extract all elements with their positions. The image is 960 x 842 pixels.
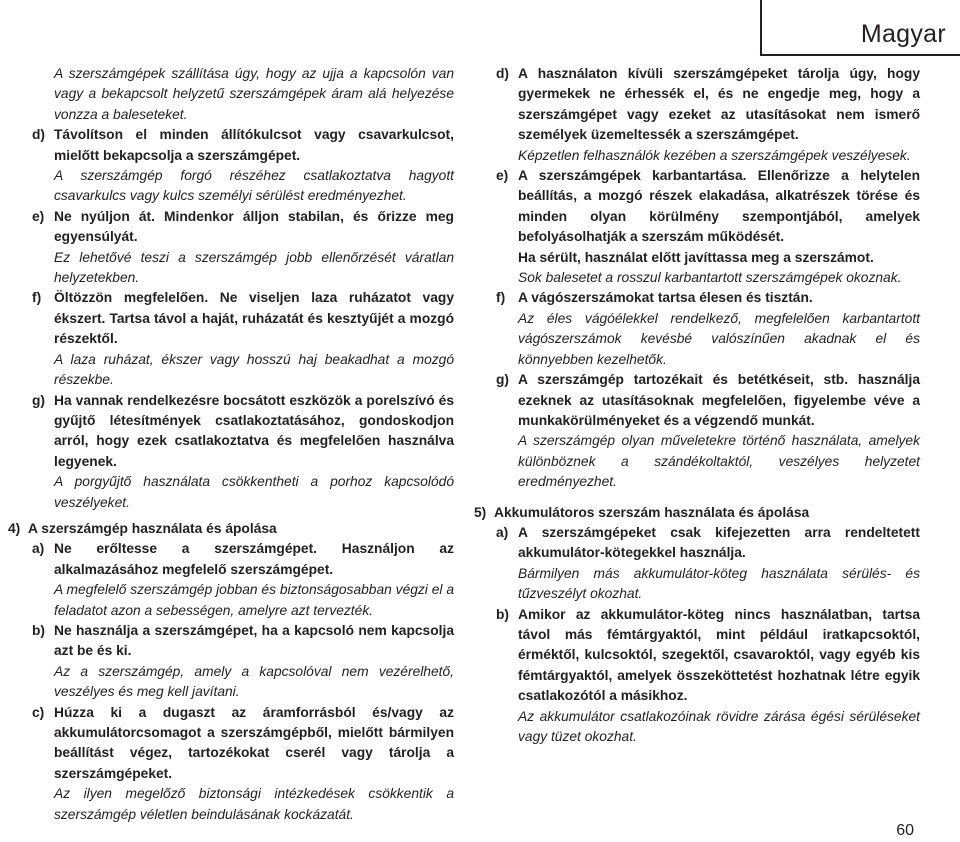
item-text: Húzza ki a dugaszt az áramforrásból és/vagy az akkumulátorcsomagot a szerszámgépből, mielőtt bármilyen beállítást végez, tartozékokat cserél vagy tárolja a szerszámgépeket. [54,704,454,781]
section-4-heading [8,519,454,539]
item-text: A szerszámgépeket csak kifejezetten arra rendeltetett akkumulátor-kötegekkel használja. [518,524,920,561]
item-label: f) [32,290,42,306]
item-text: A vágószerszámokat tartsa élesen és tisztán. [518,290,813,306]
section-title: A szerszámgép használata és ápolása [28,520,277,536]
item-note: A szerszámgép olyan műveletekre történő használata, amelyek különböznek a szándékoltaktól, veszélyes helyzetet eredményezhet. [518,433,920,490]
item-label: a) [32,541,45,557]
item-note: Az ilyen megelőző biztonsági intézkedések csökkentik a szerszámgép véletlen beindulásának kockázatát. [54,786,454,822]
item-label: f) [496,290,506,306]
item-note: Az akkumulátor csatlakozóinak rövidre zárása égési sérüléseket vagy tüzet okozhat. [518,708,920,744]
item-text: A szerszámgép tartozékait és betétkéseit, stb. használja ezeknek az utasításoknak megfelelően, figyelembe véve a munkakörülményeket és a végzendő munkát. [518,372,920,428]
item-4c [32,703,454,785]
item-d [32,125,454,166]
item-e [496,166,920,248]
item-note: A szerszámgép forgó részéhez csatlakoztatva hagyott csavarkulcs vagy kulcs személyi sérülést eredményezhet. [54,168,454,204]
item-text: A szerszámgépek karbantartása. Ellenőrizze a helytelen beállítás, a mozgó részek elakadása, alkatrészek törése és minden olyan körülmény szempontjából, amelyek befolyásolhatják a szerszám működését. [518,168,920,245]
language-tab [760,0,960,56]
item-e [32,207,454,248]
item-label: e) [32,208,45,224]
language-label: Magyar [860,20,946,48]
item-text: Ne erőltesse a szerszámgépet. Használjon az alkalmazásához megfelelő szerszámgépet. [54,541,454,577]
item-note: Ez lehetővé teszi a szerszámgép jobb ellenőrzését váratlan helyzetekben. [54,249,454,286]
item-label: g) [496,372,510,388]
item-text: Ne nyúljon át. Mindenkor álljon stabilan, és őrizze meg egyensúlyát. [54,208,454,245]
item-text-continued: Ha sérült, használat előtt javíttassa meg a szerszámot. [518,249,874,265]
item-text: Ha vannak rendelkezésre bocsátott eszközök a porelszívó és gyűjtő létesítmények csatlakoztatásához, gondoskodjon arról, hogy ezek csatlakoztatva és megfelelően használva legyenek. [54,392,454,469]
item-text: Öltözzön megfelelően. Ne viseljen laza ruházatot vagy ékszert. Tartsa távol a haját, ruházatát és kesztyűjét a mozgó részektől. [54,290,454,347]
item-5b [496,605,920,707]
item-text: Távolítson el minden állítókulcsot vagy csavarkulcsot, mielőtt bekapcsolja a szerszámgépet. [54,127,454,163]
item-g [32,391,454,473]
page-number: 60 [896,822,914,839]
item-note: Bármilyen más akkumulátor-köteg használata sérülés- és tűzveszélyt okozhat. [518,565,920,602]
item-note: A porgyűjtő használata csökkentheti a porhoz kapcsolódó veszélyeket. [54,474,454,510]
item-text: A használaton kívüli szerszámgépeket tárolja úgy, hogy gyermekek ne érhessék el, és ne engedje meg, hogy a szerszámgépet vagy ezeket az utasításokat nem ismerő személyek üzemeltessék a szerszámgépet. [518,66,920,143]
item-4a [32,539,454,580]
item-4b [32,621,454,662]
item-label: a) [496,524,509,540]
item-label: b) [496,606,510,622]
left-column [8,64,454,825]
item-text: Ne használja a szerszámgépet, ha a kapcsoló nem kapcsolja azt be és ki. [54,622,454,659]
item-note: A laza ruházat, ékszer vagy hosszú haj beakadhat a mozgó részekbe. [54,351,454,388]
item-label: d) [32,127,46,143]
item-d [496,64,920,146]
item-note: Az a szerszámgép, amely a kapcsolóval nem vezérelhető, veszélyes és meg kell javítani. [54,663,454,700]
item-label: g) [32,392,46,408]
item-note: A megfelelő szerszámgép jobban és biztonságosabban végzi el a feladatot azon a sebességen, amelyre azt tervezték. [54,582,454,618]
item-note: Az éles vágóélekkel rendelkező, megfelelően karbantartott vágószerszámok kevésbé valószínűen akadnak el és könnyebben kezelhetők. [518,310,920,367]
item-label: c) [32,704,45,720]
item-text: Amikor az akkumulátor-köteg nincs használatban, tartsa távol más fémtárgyaktól, mint például iratkapcsoktól, érméktől, kulcsoktól, szegektől, csavaroktól, vagy egyéb kis fémtárgyaktól, amelyek összeköttetést hozhatnak létre egyik csatlakozótól a másikhoz. [518,606,920,704]
item-g [496,370,920,431]
section-number: 5) [474,504,487,520]
item-5a [496,523,920,564]
right-column [474,64,920,747]
intro-note: A szerszámgépek szállítása úgy, hogy az ujja a kapcsolón van vagy a bekapcsolt helyzetű szerszámgépek áram alá helyezése vonzza a baleseteket. [54,66,454,122]
item-note: Sok balesetet a rosszul karbantartott szerszámgépek okoznak. [518,270,902,286]
item-f [496,288,920,308]
section-5-heading [474,503,920,523]
item-f [32,288,454,349]
item-label: e) [496,168,509,184]
item-label: d) [496,66,510,81]
section-number: 4) [8,520,21,536]
section-title: Akkumulátoros szerszám használata és ápolása [494,504,810,520]
item-note: Képzetlen felhasználók kezében a szerszámgépek veszélyesek. [518,147,911,163]
item-label: b) [32,622,46,638]
